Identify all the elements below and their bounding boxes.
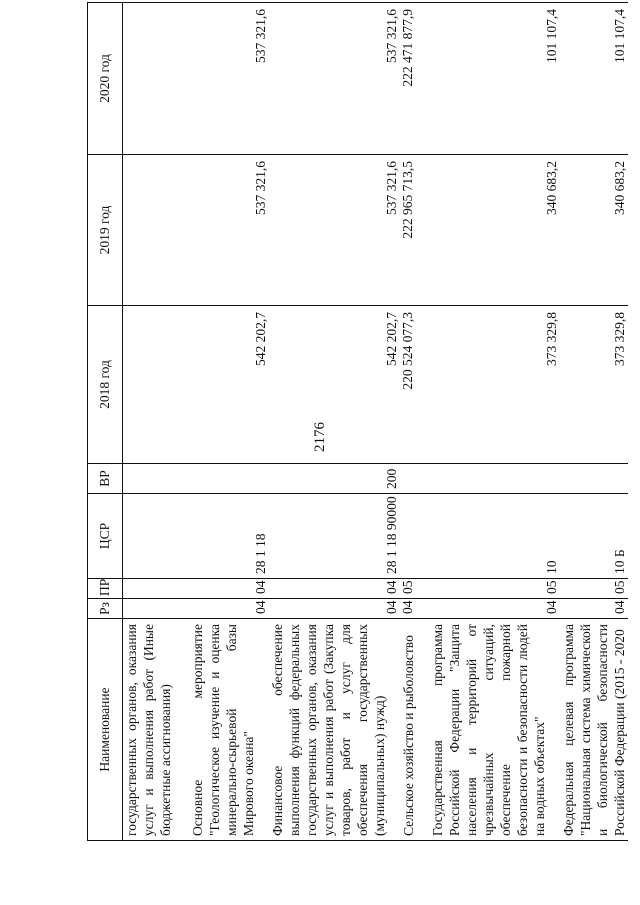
row-vr bbox=[123, 464, 190, 494]
row-2020: 101 107,4 bbox=[560, 3, 628, 155]
row-pr: 04 bbox=[269, 579, 400, 599]
header-rz: Рз bbox=[88, 599, 123, 619]
row-rz: 04 bbox=[269, 599, 400, 619]
row-csr bbox=[123, 494, 190, 579]
budget-table bbox=[87, 2, 628, 841]
row-pr: 05 bbox=[400, 579, 429, 599]
row-rz bbox=[123, 599, 190, 619]
header-pr: ПР bbox=[88, 579, 123, 599]
row-vr bbox=[429, 464, 560, 494]
table-row bbox=[269, 3, 400, 841]
budget-table-rotated bbox=[87, 3, 627, 841]
row-2019: 340 683,2 bbox=[429, 155, 560, 306]
row-csr: 10 Б bbox=[560, 494, 628, 579]
row-name: Финансовое обеспечение выполнения функций федеральных государственных органов, оказания услуг и выполнения работ (Закупка товаров, работ и услуг для обеспечения государственных (муниципальных) нужд) bbox=[269, 619, 400, 841]
header-2018: 2018 год bbox=[88, 306, 123, 464]
table-row bbox=[123, 3, 190, 841]
row-name: Государственная программа Российской Федерации "Защита населения и территорий от чрезвычайных ситуаций, обеспечение пожарной безопасности и безопасности людей на водных объектах" bbox=[429, 619, 560, 841]
row-vr bbox=[560, 464, 628, 494]
row-2019: 340 683,2 bbox=[560, 155, 628, 306]
header-csr: ЦСР bbox=[88, 494, 123, 579]
table-row bbox=[400, 3, 429, 841]
header-2020: 2020 год bbox=[88, 3, 123, 155]
row-name: Основное мероприятие "Геологическое изучение и оценка минерально-сырьевой базы Мирового океана" bbox=[189, 619, 269, 841]
row-csr: 10 bbox=[429, 494, 560, 579]
header-name: Наименование bbox=[88, 619, 123, 841]
row-name: Федеральная целевая программа "Национальная система химической и биологической безопасности Российской Федерации (2015 - 2020 bbox=[560, 619, 628, 841]
row-pr: 05 bbox=[429, 579, 560, 599]
header-row bbox=[88, 3, 123, 841]
row-rz: 04 bbox=[429, 599, 560, 619]
row-2019: 537 321,6 bbox=[189, 155, 269, 306]
row-pr bbox=[123, 579, 190, 599]
row-2020: 537 321,6 bbox=[269, 3, 400, 155]
row-rz: 04 bbox=[189, 599, 269, 619]
row-2020: 537 321,6 bbox=[189, 3, 269, 155]
row-name: государственных органов, оказания услуг и выполнения работ (Иные бюджетные ассигнования) bbox=[123, 619, 190, 841]
row-name: Сельское хозяйство и рыболовство bbox=[400, 619, 429, 841]
header-vr: ВР bbox=[88, 464, 123, 494]
row-rz: 04 bbox=[560, 599, 628, 619]
table-row bbox=[560, 3, 628, 841]
row-2019 bbox=[123, 155, 190, 306]
row-rz: 04 bbox=[400, 599, 429, 619]
row-vr bbox=[189, 464, 269, 494]
row-2018: 542 202,7 bbox=[269, 306, 400, 464]
table-row bbox=[189, 3, 269, 841]
row-csr: 28 1 18 bbox=[189, 494, 269, 579]
row-2020: 101 107,4 bbox=[429, 3, 560, 155]
row-2020 bbox=[123, 3, 190, 155]
row-2018: 373 329,8 bbox=[429, 306, 560, 464]
row-2019: 222 965 713,5 bbox=[400, 155, 429, 306]
row-2019: 537 321,6 bbox=[269, 155, 400, 306]
row-2020: 222 471 877,9 bbox=[400, 3, 429, 155]
row-2018: 220 524 077,3 bbox=[400, 306, 429, 464]
row-csr: 28 1 18 90000 bbox=[269, 494, 400, 579]
row-vr bbox=[400, 464, 429, 494]
row-pr: 04 bbox=[189, 579, 269, 599]
page-number: 2176 bbox=[312, 422, 328, 452]
table-row bbox=[429, 3, 560, 841]
row-2018: 542 202,7 bbox=[189, 306, 269, 464]
row-csr bbox=[400, 494, 429, 579]
row-2018 bbox=[123, 306, 190, 464]
row-vr: 200 bbox=[269, 464, 400, 494]
row-pr: 05 bbox=[560, 579, 628, 599]
row-2018: 373 329,8 bbox=[560, 306, 628, 464]
header-2019: 2019 год bbox=[88, 155, 123, 306]
